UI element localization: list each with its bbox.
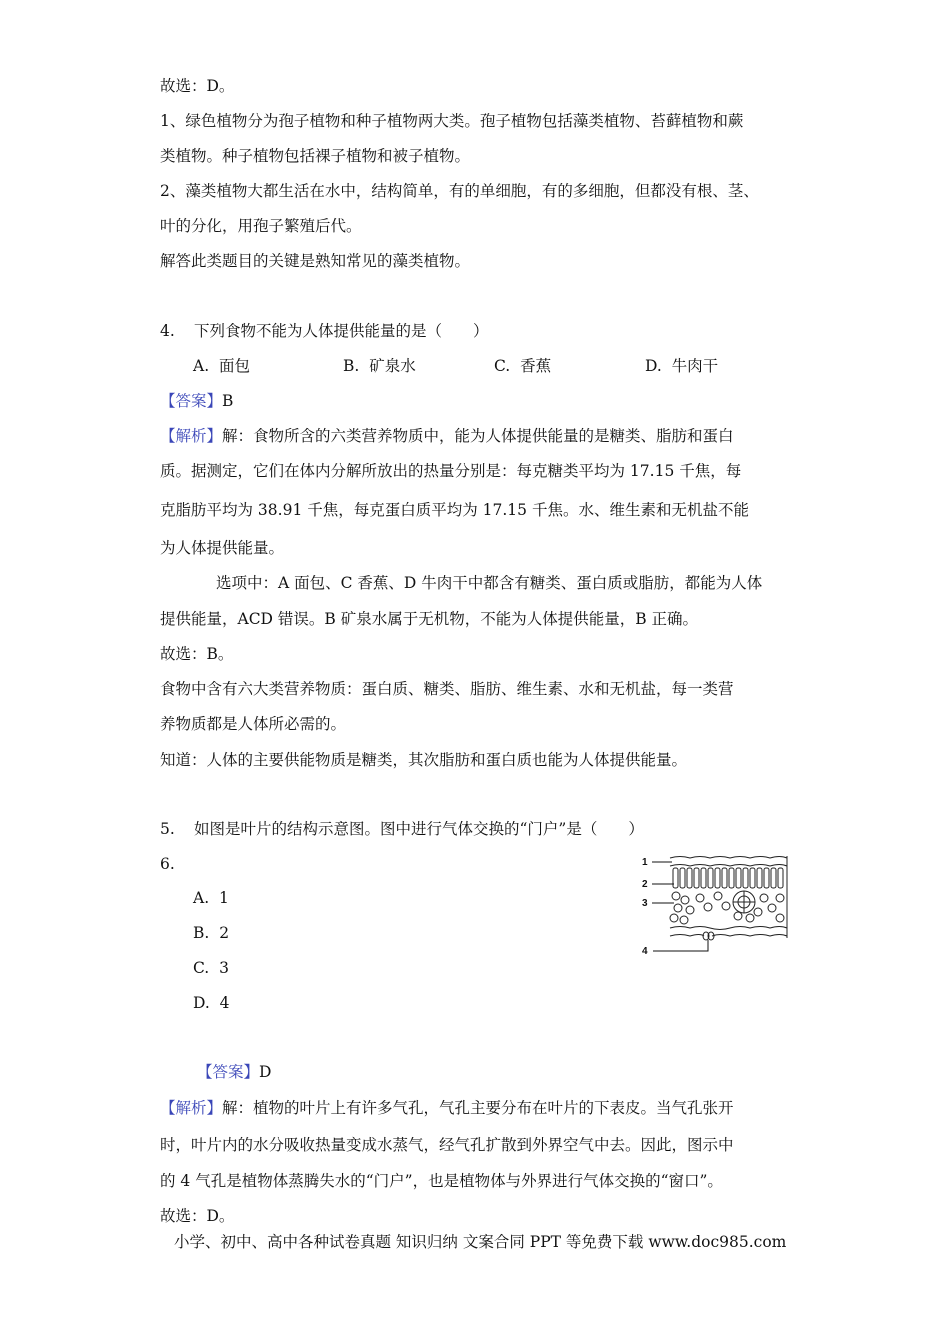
answer-value: B xyxy=(222,392,234,410)
q4-analysis-line-6: 提供能量，ACD 错误。B 矿泉水属于无机物，不能为人体提供能量，B 正确。 xyxy=(160,610,699,628)
analysis-tag: 【解析】 xyxy=(160,1099,223,1117)
option-letter: A. xyxy=(193,889,210,907)
prev-key-point: 解答此类题目的关键是熟知常见的藻类植物。 xyxy=(160,252,471,270)
prev-conclusion: 故选：D。 xyxy=(160,77,235,95)
q5-option-b xyxy=(193,923,229,943)
figure-label-1: 1 xyxy=(642,857,648,868)
answer-value: D xyxy=(259,1063,272,1081)
q4-stem: 下列食物不能为人体提供能量的是（ ） xyxy=(194,322,489,340)
q4-knowledge: 知道：人体的主要供能物质是糖类，其次脂肪和蛋白质也能为人体提供能量。 xyxy=(160,751,688,769)
option-text: 3 xyxy=(219,959,229,977)
option-text: 1 xyxy=(218,889,229,907)
q4-analysis-line-2: 质。据测定，它们在体内分解所放出的热量分别是：每克糖类平均为 17.15 千焦，每 xyxy=(160,462,742,480)
q5-option-d xyxy=(193,993,230,1013)
q4-summary-line-1: 食物中含有六大类营养物质：蛋白质、糖类、脂肪、维生素、水和无机盐，每一类营 xyxy=(160,680,734,698)
leader-line-4 xyxy=(653,940,708,951)
page-footer: 小学、初中、高中各种试卷真题 知识归纳 文案合同 PPT 等免费下载 www.doc985.com xyxy=(174,1233,787,1251)
option-letter: A. xyxy=(193,357,210,375)
q5-conclusion: 故选：D。 xyxy=(160,1207,235,1225)
q4-answer xyxy=(160,391,233,411)
figure-label-2: 2 xyxy=(642,879,648,890)
palisade-layer xyxy=(673,868,783,888)
q5-analysis-line-3: 的 4 气孔是植物体蒸腾失水的“门户”，也是植物体与外界进行气体交换的“窗口”。 xyxy=(160,1172,723,1190)
option-letter: B. xyxy=(193,924,210,942)
option-text: 2 xyxy=(219,924,230,942)
option-text: 牛肉干 xyxy=(671,357,719,375)
option-letter: B. xyxy=(343,357,360,375)
answer-tag: 【答案】 xyxy=(160,392,223,410)
q5-answer xyxy=(197,1062,271,1082)
answer-tag: 【答案】 xyxy=(197,1063,260,1081)
vein-bundle xyxy=(733,891,755,913)
lower-epidermis-top xyxy=(670,927,787,930)
prev-paragraph-2-line-2: 叶的分化，用孢子繁殖后代。 xyxy=(160,217,362,235)
prev-paragraph-1-line-2: 类植物。种子植物包括裸子植物和被子植物。 xyxy=(160,147,471,165)
option-text: 4 xyxy=(219,994,230,1012)
option-text: 矿泉水 xyxy=(369,357,416,375)
figure-label-4: 4 xyxy=(642,946,648,957)
q4-option-b xyxy=(343,356,416,376)
q4-option-a xyxy=(193,356,250,376)
option-letter: D. xyxy=(193,994,210,1012)
q4-option-d xyxy=(645,356,718,376)
q5-analysis-line-2: 时，叶片内的水分吸收热量变成水蒸气，经气孔扩散到外界空气中去。因此，图示中 xyxy=(160,1136,734,1154)
analysis-tag: 【解析】 xyxy=(160,427,223,445)
upper-epidermis-top xyxy=(670,857,787,859)
q4-analysis-line-5: 选项中：A 面包、C 香蕉、D 牛肉干中都含有糖类、蛋白质或脂肪，都能为人体 xyxy=(216,574,763,592)
q4-analysis-line-3: 克脂肪平均为 38.91 千焦，每克蛋白质平均为 17.15 千焦。水、维生素和无机盐不能 xyxy=(160,501,749,519)
q5-number: 5. xyxy=(160,820,175,838)
q5-analysis-line-1 xyxy=(160,1098,734,1118)
option-letter: C. xyxy=(494,357,511,375)
figure-label-3: 3 xyxy=(642,898,648,909)
upper-epidermis-bottom xyxy=(670,865,787,867)
q4-analysis-line-4: 为人体提供能量。 xyxy=(160,539,285,557)
leaf-structure-diagram xyxy=(640,852,792,962)
spongy-layer xyxy=(670,892,784,924)
q5-option-c xyxy=(193,958,229,978)
option-letter: C. xyxy=(193,959,210,977)
option-letter: D. xyxy=(645,357,662,375)
q5-option-a xyxy=(193,888,229,908)
q5-stem: 如图是叶片的结构示意图。图中进行气体交换的“门户”是（ ） xyxy=(194,820,644,838)
analysis-text: 解：植物的叶片上有许多气孔，气孔主要分布在叶片的下表皮。当气孔张开 xyxy=(222,1099,734,1117)
analysis-text: 解：食物所含的六类营养物质中，能为人体提供能量的是糖类、脂肪和蛋白 xyxy=(222,427,734,445)
q4-summary-line-2: 养物质都是人体所必需的。 xyxy=(160,715,347,733)
option-text: 面包 xyxy=(218,357,250,375)
prev-paragraph-2-line-1: 2、藻类植物大都生活在水中，结构简单，有的单细胞，有的多细胞，但都没有根、茎、 xyxy=(160,182,759,200)
q4-option-c xyxy=(494,356,551,376)
q5-extra-number: 6. xyxy=(160,855,175,873)
q4-number: 4. xyxy=(160,322,175,340)
prev-paragraph-1-line-1: 1、绿色植物分为孢子植物和种子植物两大类。孢子植物包括藻类植物、苔藓植物和蕨 xyxy=(160,112,744,130)
option-text: 香蕉 xyxy=(520,357,552,375)
lower-epidermis-bottom xyxy=(670,935,787,937)
q4-conclusion: 故选：B。 xyxy=(160,645,234,663)
q4-analysis-line-1 xyxy=(160,426,734,446)
